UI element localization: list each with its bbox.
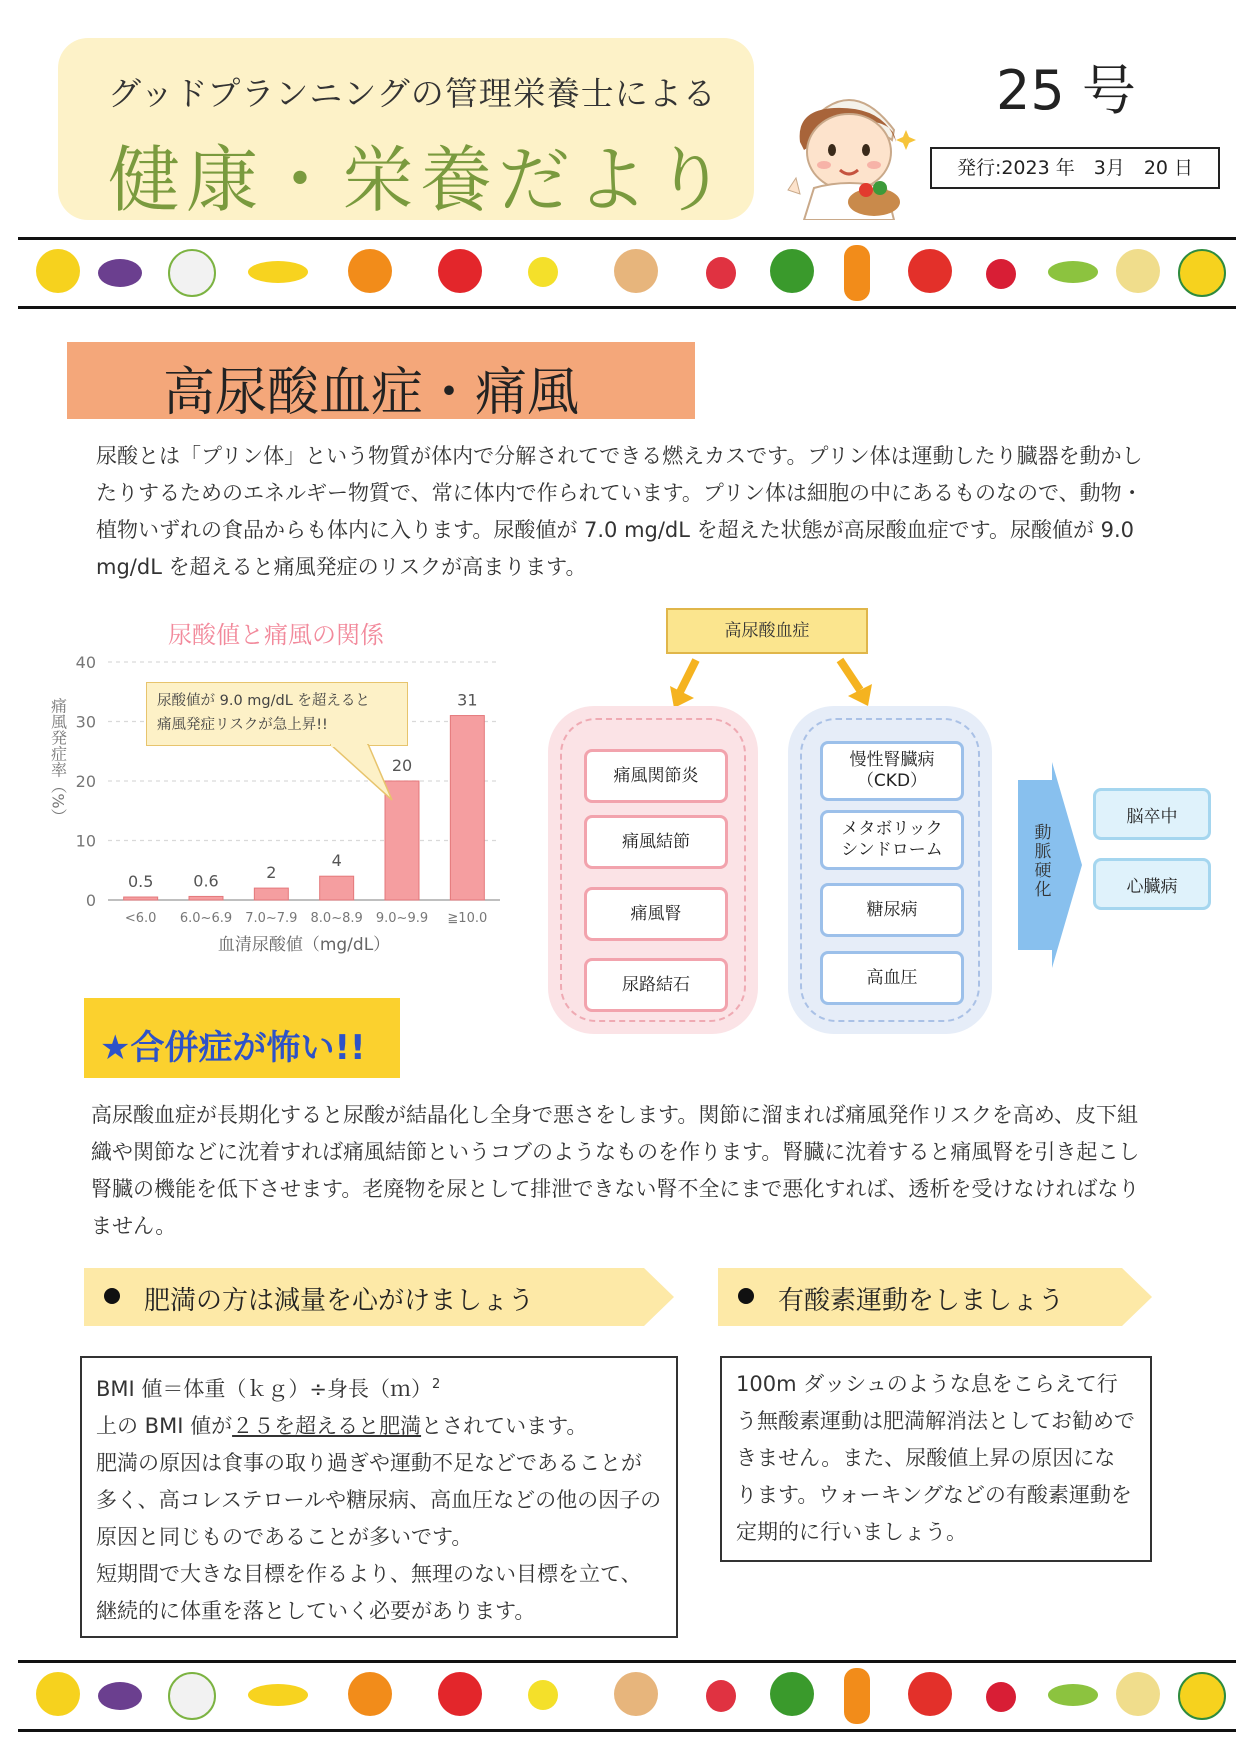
section-title: 高尿酸血症・痛風 (163, 363, 580, 423)
aerobic-box (720, 1356, 1152, 1562)
bmi-formula-line (96, 1366, 662, 1408)
node-urinary-stone: 尿路結石 (584, 958, 728, 1012)
potato-icon (1116, 249, 1160, 293)
bar-value-label: 4 (331, 851, 342, 871)
node-hypertension: 高血圧 (820, 951, 964, 1005)
y-axis-label: 痛風発症率（%） (48, 697, 68, 825)
x-tick-label: 8.0~8.9 (310, 911, 363, 926)
top-fruit-band (18, 237, 1236, 309)
mascot-icon (36, 1672, 80, 1716)
apple-icon (438, 249, 482, 293)
peas-icon (1048, 1684, 1098, 1706)
chart-title: 尿酸値と痛風の関係 (168, 621, 384, 649)
weight-loss-heading-text: 肥満の方は減量を心がけましょう (144, 1286, 535, 1316)
turnip-icon (168, 249, 216, 297)
x-axis-label: 血清尿酸値（mg/dL） (217, 935, 391, 955)
complications-title: ★合併症が怖い!! (100, 1028, 366, 1068)
node-gout-kidney: 痛風腎 (584, 887, 728, 941)
strawberry-icon (706, 1680, 736, 1712)
bar (189, 896, 223, 900)
node-metabolic-syndrome: メタボリック シンドローム (820, 810, 964, 870)
bmi-formula: BMI 値＝体重（ｋｇ）÷身長（ｍ） (96, 1377, 432, 1401)
bar (320, 876, 354, 900)
publish-date: 発行:2023 年 3月 20 日 (930, 147, 1220, 189)
bmi-post: とされています。 (421, 1414, 588, 1438)
aerobic-heading-text: 有酸素運動をしましょう (778, 1286, 1065, 1316)
section-title-banner (67, 342, 695, 423)
cherry-icon (986, 1682, 1016, 1712)
bar-value-label: 2 (266, 863, 277, 883)
node-ckd: 慢性腎臓病 （CKD） (820, 741, 964, 801)
y-tick-label: 20 (75, 772, 96, 791)
x-tick-label: 9.0~9.9 (375, 911, 429, 926)
x-tick-label: 6.0~6.9 (179, 911, 233, 926)
carrot-icon (844, 1668, 870, 1724)
node-tophus: 痛風結節 (584, 815, 728, 869)
bar-value-label: 0.5 (127, 872, 154, 892)
eggplant-icon (98, 1682, 142, 1710)
bar-value-label: 31 (457, 690, 478, 710)
bmi-underline: ２５を超えると肥満 (232, 1414, 422, 1438)
annotation-line-2: 痛風発症リスクが急上昇!! (157, 717, 328, 733)
node-stroke: 脳卒中 (1093, 788, 1211, 840)
bar (254, 888, 288, 900)
diagram-split-arrows (660, 654, 890, 710)
annotation-line-1: 尿酸値が 9.0 mg/dL を超えると (157, 693, 370, 709)
header-subtitle: グッドプランニングの管理栄養士による (108, 74, 717, 113)
node-diabetes: 糖尿病 (820, 883, 964, 937)
eggplant-icon (98, 259, 142, 287)
bmi-body: 肥満の原因は食事の取り過ぎや運動不足などであることが多く、高コレステロールや糖尿病、高血圧などの他の因子の原因と同じものであることが多いです。 短期間で大きな目標を作るより、無理のない目標を立て、継続的に体重を落としていく必要があります。 (96, 1451, 662, 1623)
x-tick-label: ≧10.0 (447, 911, 488, 926)
bar (450, 716, 484, 900)
y-tick-label: 0 (85, 891, 96, 910)
tomato-icon (908, 249, 952, 293)
peas-icon (1048, 261, 1098, 283)
aerobic-heading (718, 1268, 1152, 1326)
orange-icon (348, 249, 392, 293)
bmi-box (80, 1356, 678, 1638)
mascot-nurse-icon (1178, 1672, 1226, 1720)
nutritionist-illustration-icon (774, 70, 924, 220)
bar-value-label: 0.6 (193, 871, 219, 891)
mascot-nurse-icon (1178, 249, 1226, 297)
bmi-threshold-line (96, 1408, 662, 1445)
bmi-superscript: 2 (432, 1377, 441, 1392)
banana-icon (248, 1684, 308, 1706)
onion-icon (614, 249, 658, 293)
apple-icon (438, 1672, 482, 1716)
bottom-fruit-band (18, 1660, 1236, 1732)
complications-paragraph: 高尿酸血症が長期化すると尿酸が結晶化し全身で悪さをします。関節に溜まれば痛風発作リスクを高め、皮下組織や関節などに沈着すれば痛風結節というコブのようなものを作ります。腎臓に沈着すると痛風腎を引き起こし腎臓の機能を低下させます。老廃物を尿として排泄できない腎不全にまで悪化すれば、透析を受けなければなりません。 (91, 1103, 1140, 1238)
arteriosclerosis-label: 動脈硬化 (1034, 823, 1052, 900)
intro-paragraph: 尿酸とは「プリン体」という物質が体内で分解されてできる燃えカスです。プリン体は運動したり臓器を動かしたりするためのエネルギー物質で、常に体内で作られています。プリン体は細胞の中にあるものなので、動物・植物いずれの食品からも体内に入ります。尿酸値が 7.0 mg/dL を超えた状態が高尿酸血症です。尿酸値が 9.0 mg/dL を超えると痛風発症のリスクが高まります。 (96, 444, 1143, 579)
annotation-pointer (330, 744, 413, 804)
x-tick-label: <6.0 (124, 911, 157, 926)
y-tick-label: 30 (75, 712, 96, 732)
tomato-icon (908, 1672, 952, 1716)
weight-loss-heading (84, 1268, 674, 1326)
onion-icon (614, 1672, 658, 1716)
lemon-icon (528, 257, 558, 287)
complications-banner (84, 998, 400, 1078)
orange-icon (348, 1672, 392, 1716)
header-title: 健康・栄養だより (108, 138, 733, 222)
bar-value-label: 20 (391, 756, 413, 775)
node-gouty-arthritis: 痛風関節炎 (584, 749, 728, 803)
y-tick-label: 10 (75, 831, 96, 851)
mascot-icon (36, 249, 80, 293)
issue-number: 25 号 (996, 59, 1136, 122)
lemon-icon (528, 1680, 558, 1710)
aerobic-body: 100m ダッシュのような息をこらえて行う無酸素運動は肥満解消法としてお勧めできません。また、尿酸値上昇の原因になります。ウォーキングなどの有酸素運動を定期的に行いましょう。 (736, 1372, 1135, 1544)
bullet-icon (738, 1288, 754, 1304)
strawberry-icon (706, 257, 736, 289)
chart-annotation (146, 682, 408, 746)
node-heart-disease: 心臓病 (1093, 858, 1211, 910)
x-tick-label: 7.0~7.9 (245, 911, 298, 926)
banana-icon (248, 261, 308, 283)
potato-icon (1116, 1672, 1160, 1716)
bullet-icon (104, 1288, 120, 1304)
cherry-icon (986, 259, 1016, 289)
diagram-top-node: 高尿酸血症 (666, 608, 868, 654)
carrot-icon (844, 245, 870, 301)
bmi-pre: 上の BMI 値が (96, 1414, 233, 1438)
turnip-icon (168, 1672, 216, 1720)
y-tick-label: 40 (75, 653, 96, 672)
pepper-icon (770, 249, 814, 293)
pepper-icon (770, 1672, 814, 1716)
bar (124, 897, 158, 900)
